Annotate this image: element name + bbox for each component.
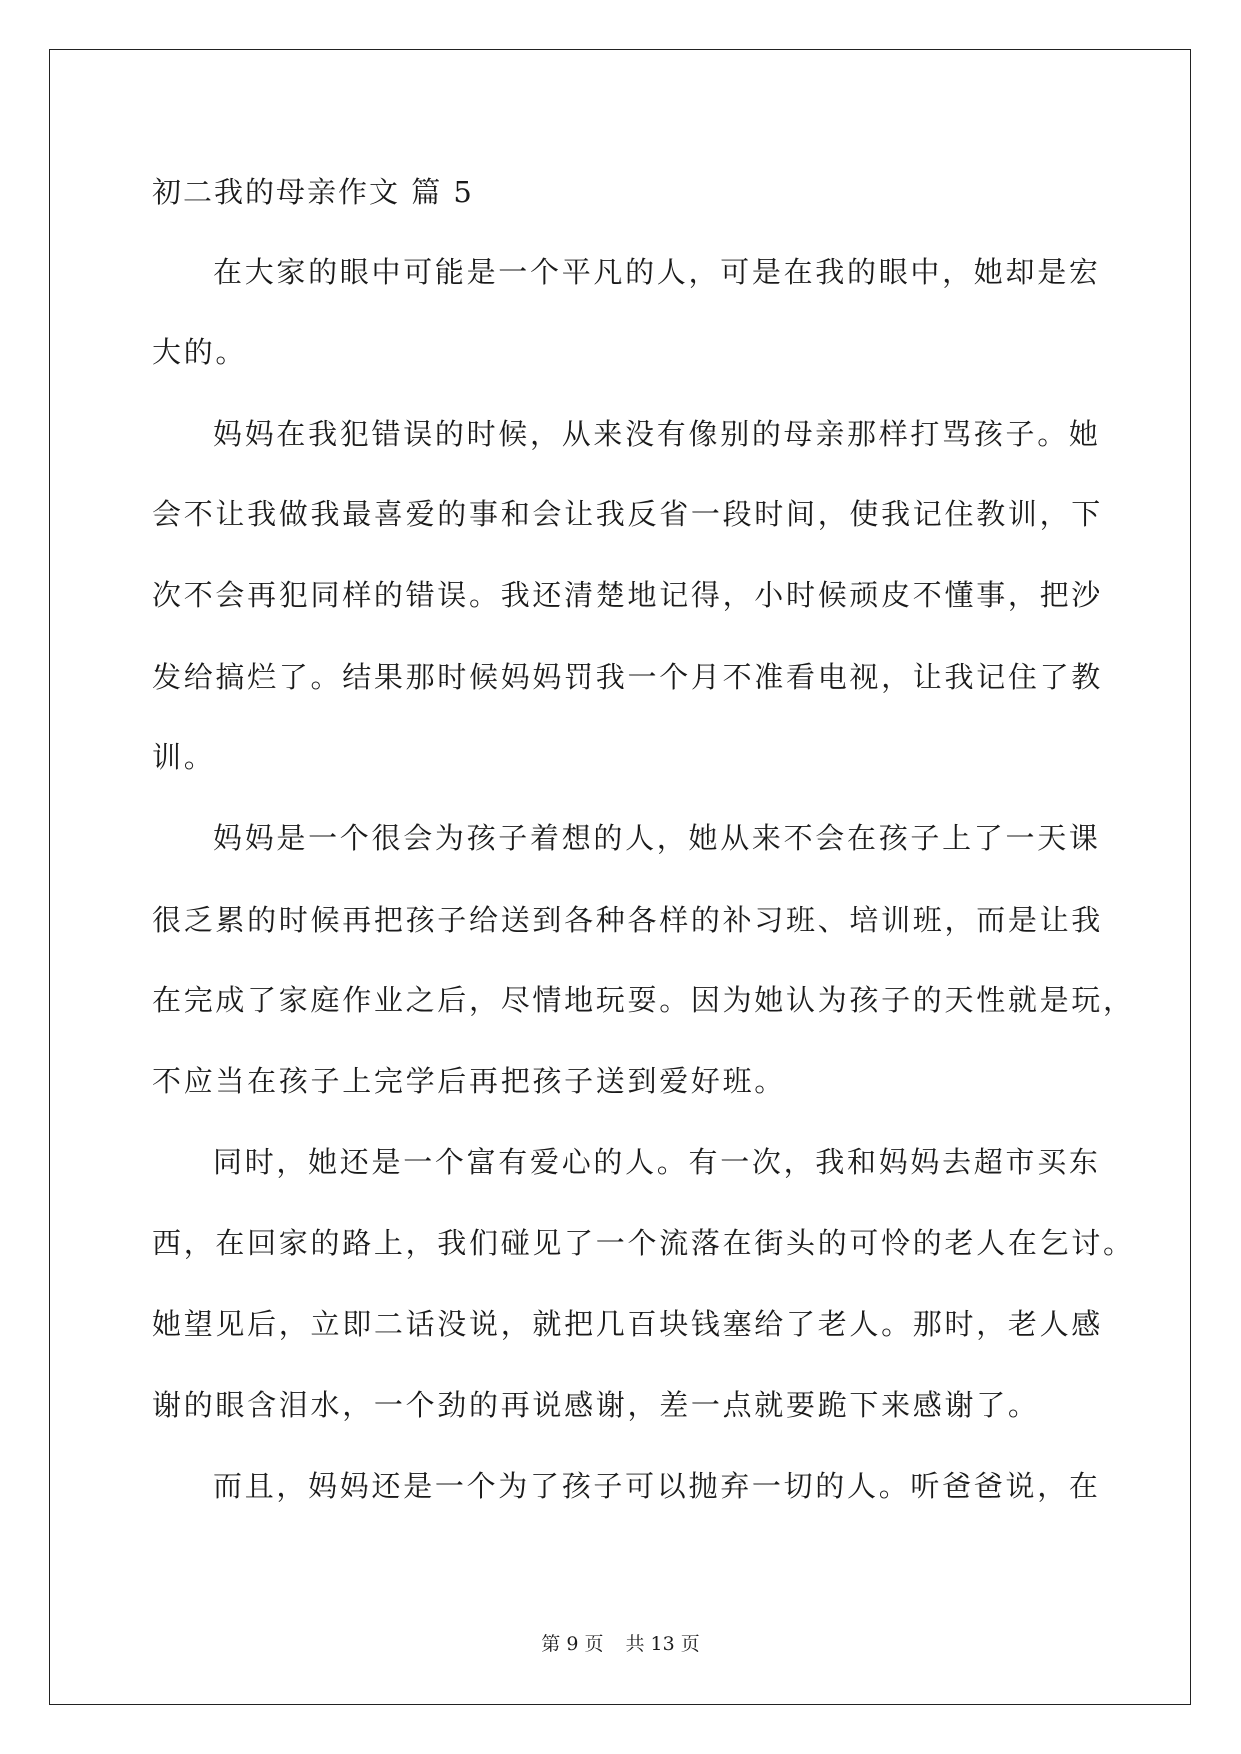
paragraph-line: 妈妈是一个很会为孩子着想的人，她从来不会在孩子上了一天课 — [213, 821, 1101, 855]
page-border — [49, 49, 1191, 1705]
document-title: 初二我的母亲作文 篇 5 — [152, 175, 474, 209]
page-total: 共 13 页 — [625, 1633, 700, 1655]
paragraph-line: 在完成了家庭作业之后，尽情地玩耍。因为她认为孩子的天性就是玩， — [152, 983, 1135, 1017]
paragraph-line: 训。 — [152, 740, 216, 774]
page-number: 第 9 页 — [541, 1633, 604, 1655]
paragraph-line: 西，在回家的路上，我们碰见了一个流落在街头的可怜的老人在乞讨。 — [152, 1226, 1135, 1260]
paragraph-line: 大的。 — [152, 335, 248, 369]
paragraph-line: 次不会再犯同样的错误。我还清楚地记得，小时候顽皮不懂事，把沙 — [152, 578, 1104, 612]
paragraph-line: 会不让我做我最喜爱的事和会让我反省一段时间，使我记住教训，下 — [152, 497, 1104, 531]
paragraph-line: 在大家的眼中可能是一个平凡的人，可是在我的眼中，她却是宏 — [213, 255, 1101, 289]
paragraph-line: 妈妈在我犯错误的时候，从来没有像别的母亲那样打骂孩子。她 — [213, 417, 1101, 451]
paragraph-line: 很乏累的时候再把孩子给送到各种各样的补习班、培训班，而是让我 — [152, 903, 1104, 937]
paragraph-line: 她望见后，立即二话没说，就把几百块钱塞给了老人。那时，老人感 — [152, 1307, 1104, 1341]
paragraph-line: 发给搞烂了。结果那时候妈妈罚我一个月不准看电视，让我记住了教 — [152, 660, 1104, 694]
paragraph-line: 不应当在孩子上完学后再把孩子送到爱好班。 — [152, 1064, 787, 1098]
paragraph-line: 而且，妈妈还是一个为了孩子可以抛弃一切的人。听爸爸说，在 — [213, 1469, 1101, 1503]
paragraph-line: 同时，她还是一个富有爱心的人。有一次，我和妈妈去超市买东 — [213, 1145, 1101, 1179]
paragraph-line: 谢的眼含泪水，一个劲的再说感谢，差一点就要跪下来感谢了。 — [152, 1388, 1040, 1422]
page-footer — [0, 1632, 1241, 1656]
